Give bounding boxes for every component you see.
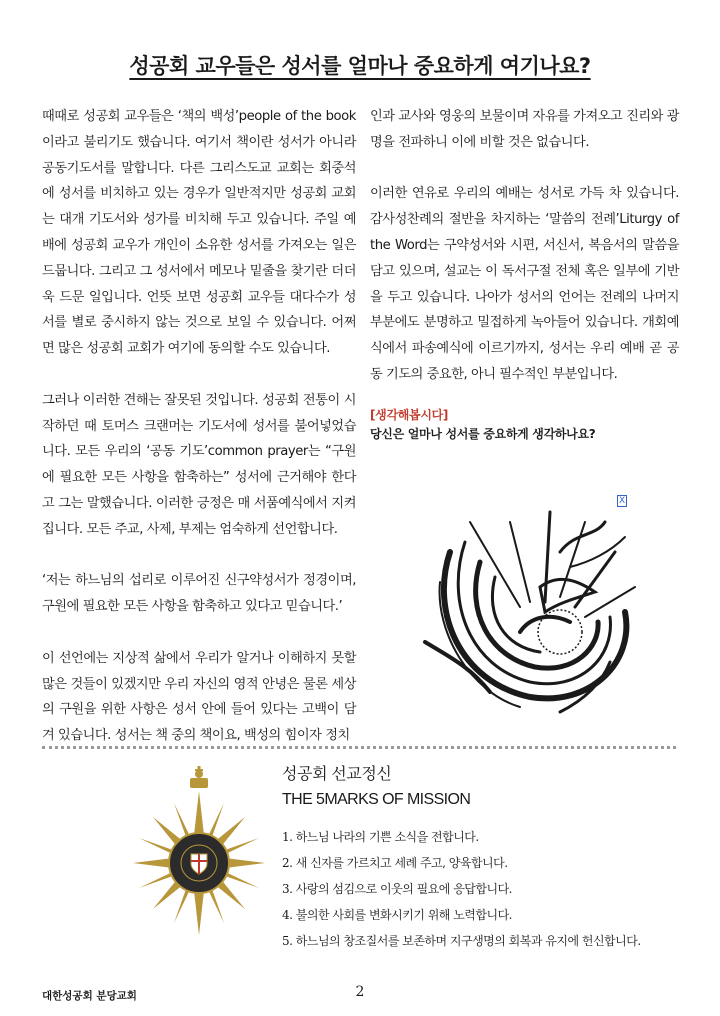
- compass-rose-emblem: [130, 766, 268, 936]
- mission-title: 성공회 선교정신: [282, 766, 392, 783]
- left-column: [42, 104, 356, 775]
- mission-list: [282, 824, 641, 954]
- list-item: 3. 사랑의 섬김으로 이웃의 필요에 응답합니다.: [282, 882, 512, 896]
- paragraph: 이러한 연유로 우리의 예배는 성서로 가득 차 있습니다. 감사성찬례의 절반을 차지하는 ‘말씀의 전례’Liturgy of the Word는 구약성서와 시편, 서신서, 복음서의 말씀을 담고 있으며, 설교는 이 독서구절 전체 혹은 일부에 기반을 두고 있습니다. 나아가 성서의 언어는 전례의 나머지 부분에도 분명하고 밀접하게 녹아들어 있습니다. 개회예식에서 파송예식에 이르기까지, 성서는 우리 예배 곧 공동 기도의 중요한, 아니 필수적인 부분입니다.: [370, 186, 679, 382]
- list-item: 2. 새 신자를 가르치고 세례 주고, 양육합니다.: [282, 856, 508, 870]
- paragraph: 인과 교사와 영웅의 보물이며 자유를 가져오고 진리와 광명을 전파하니 이에 비할 것은 없습니다.: [370, 109, 679, 150]
- reflection-box: [370, 406, 679, 444]
- reflection-label: [생각해봅시다]: [370, 407, 449, 422]
- list-item: 4. 불의한 사회를 변화시키기 위해 노력합니다.: [282, 908, 512, 922]
- section-divider: [42, 746, 676, 752]
- paragraph: ‘저는 하느님의 섭리로 이루어진 신구약성서가 정경이며, 구원에 필요한 모든 사항을 함축하고 있다고 믿습니다.’: [42, 573, 356, 615]
- mission-subtitle: THE 5MARKS OF MISSION: [282, 791, 471, 808]
- paragraph: 이 선언에는 지상적 삶에서 우리가 알거나 이해하지 못할 많은 것들이 있겠지만 우리 자신의 영적 안녕은 물론 세상의 구원을 위한 사항은 성서 안에 들어 있다는 고백이 담겨 있습니다. 성서는 책 중의 책이요, 백성의 힘이자 정치: [42, 650, 356, 744]
- reflection-question: 당신은 얼마나 성서를 중요하게 생각하나요?: [370, 426, 596, 441]
- paragraph: 때때로 성공회 교우들은 ‘책의 백성’people of the book이라고 불리기도 했습니다. 여기서 책이란 성서가 아니라 공동기도서를 말합니다. 다른 그리스도교 교회는 회중석에 성서를 비치하고 있는 경우가 일반적지만 성공회 교회는 대개 기도서와 성가를 비치해 두고 있습니다. 주일 예배에 성공회 교우가 개인이 소유한 성서를 가져오는 일은 드뭅니다. 그리고 그 성서에서 메모나 밑줄을 찾기란 더더욱 드문 일입니다. 언뜻 보면 성공회 교우들 대다수가 성서를 별로 중시하지 않는 것으로 보일 수 있습니다. 어쩌면 많은 성공회 교회가 여기에 동의할 수도 있습니다.: [42, 109, 356, 357]
- paragraph: 그러나 이러한 견해는 잘못된 것입니다. 성공회 전통이 시작하던 때 토머스 크랜머는 기도서에 성서를 불어넣었습니다. 모든 우리의 ‘공동 기도’common prayer는 “구원에 필요한 모든 사항을 함축하는” 성서에 근거해야 한다고 그는 말했습니다. 이러한 긍정은 매 서품예식에서 지켜집니다. 모든 주교, 사제, 부제는 엄숙하게 선언합니다.: [42, 392, 356, 537]
- ad-close-icon[interactable]: X: [619, 496, 626, 506]
- list-item: 5. 하느님의 창조질서를 보존하며 지구생명의 회복과 유지에 헌신합니다.: [282, 934, 641, 948]
- page-number: 2: [355, 984, 365, 1000]
- right-column: [370, 104, 679, 444]
- list-item: 1. 하느님 나라의 기쁜 소식을 전합니다.: [282, 830, 479, 844]
- holy-spirit-dove-illustration: [410, 492, 650, 722]
- footer-church-name: 대한성공회 분당교회: [42, 990, 137, 1002]
- page-title: 성공회 교우들은 성서를 얼마나 중요하게 여기나요?: [129, 54, 591, 78]
